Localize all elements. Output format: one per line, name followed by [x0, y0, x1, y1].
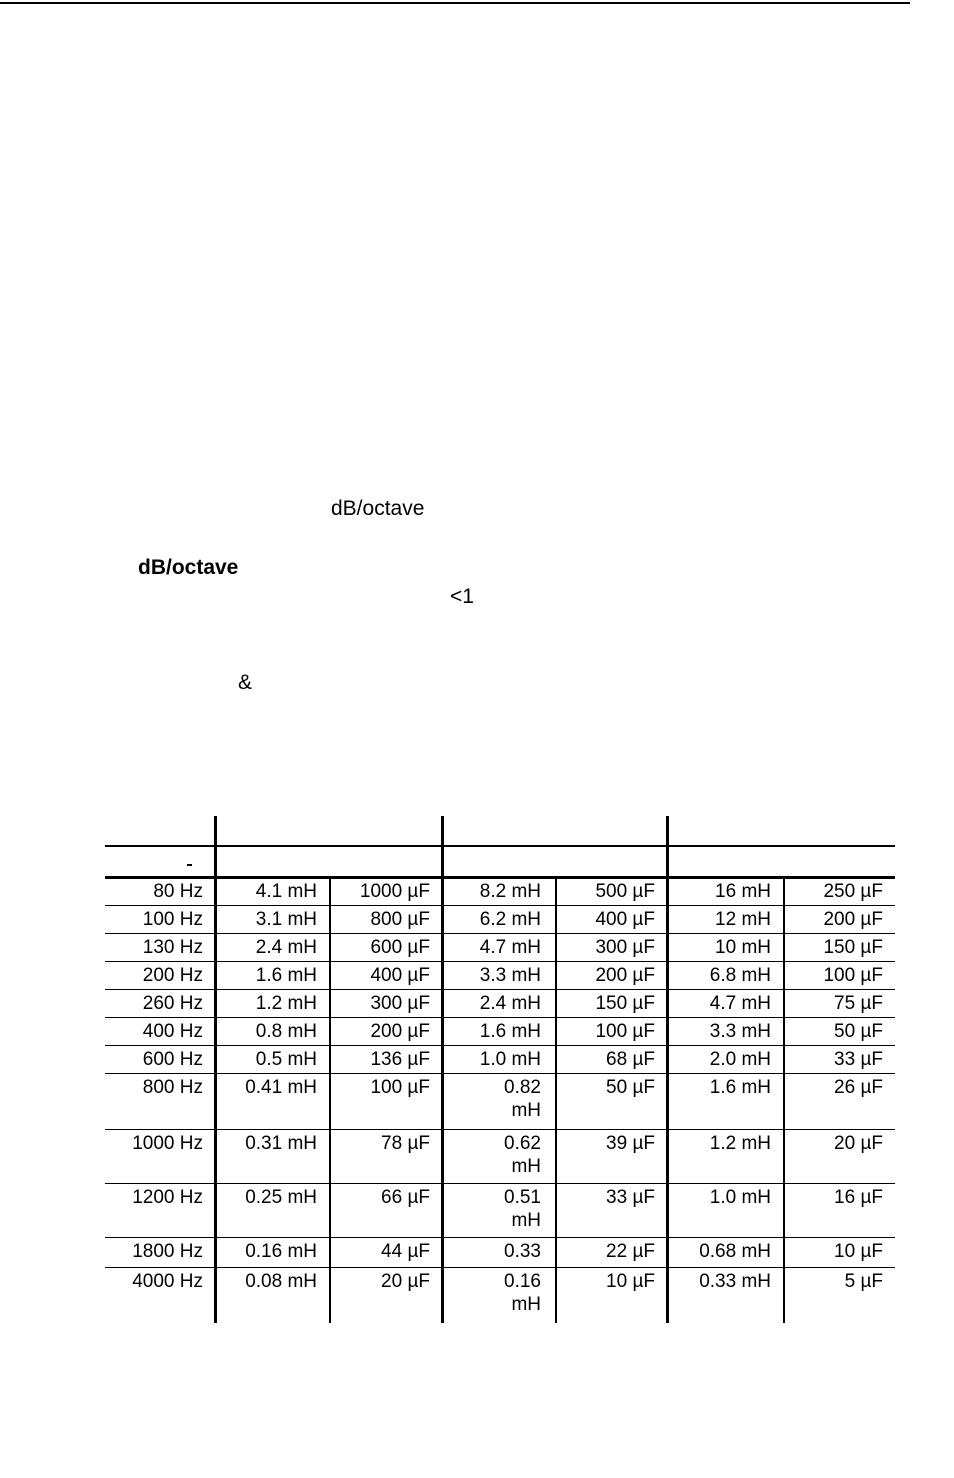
component-value-cell: 6.2 mH: [479, 909, 541, 930]
component-value-cell: 0.82 mH: [504, 1077, 541, 1121]
row-separator: [105, 1073, 895, 1074]
component-value-cell: 0.8 mH: [255, 1021, 317, 1042]
component-value-cell: 0.5 mH: [255, 1049, 317, 1070]
component-value-cell: 16 mH: [715, 881, 771, 902]
row-separator: [105, 1129, 895, 1130]
text-fragment-ampersand: &: [238, 671, 253, 694]
component-value-cell: 1.2 mH: [709, 1133, 771, 1154]
component-value-cell: 20 µF: [381, 1271, 430, 1292]
component-value-cell: 2.4 mH: [255, 937, 317, 958]
component-value-cell: 2.0 mH: [709, 1049, 771, 1070]
frequency-cell: 400 Hz: [142, 1021, 203, 1042]
crossover-component-table: [105, 816, 895, 1323]
component-value-cell: 78 µF: [381, 1133, 430, 1154]
component-value-cell: 50 µF: [606, 1077, 655, 1098]
component-value-cell: 0.31 mH: [245, 1133, 317, 1154]
component-value-cell: 100 µF: [370, 1077, 430, 1098]
component-value-cell: 39 µF: [606, 1133, 655, 1154]
row-separator: [105, 1267, 895, 1268]
header-rule-lower: [105, 876, 895, 879]
component-value-cell: 136 µF: [370, 1049, 430, 1070]
component-value-cell: 5 µF: [844, 1271, 883, 1292]
component-value-cell: 0.41 mH: [245, 1077, 317, 1098]
component-value-cell: 0.08 mH: [245, 1271, 317, 1292]
header-rule-upper: [105, 845, 895, 847]
component-value-cell: 68 µF: [606, 1049, 655, 1070]
component-value-cell: 100 µF: [823, 965, 883, 986]
component-value-cell: 0.68 mH: [699, 1241, 771, 1262]
top-rule: [0, 2, 910, 4]
component-value-cell: 150 µF: [823, 937, 883, 958]
component-value-cell: 33 µF: [606, 1187, 655, 1208]
component-value-cell: 0.16 mH: [245, 1241, 317, 1262]
component-value-cell: 1.0 mH: [479, 1049, 541, 1070]
frequency-cell: 1000 Hz: [132, 1133, 203, 1154]
frequency-cell: 80 Hz: [153, 881, 203, 902]
frequency-cell: 130 Hz: [142, 937, 203, 958]
text-fragment-less-than-one: <1: [450, 585, 474, 608]
component-value-cell: 0.33: [504, 1241, 541, 1262]
header-dash: [187, 864, 192, 866]
frequency-cell: 800 Hz: [142, 1077, 203, 1098]
component-value-cell: 600 µF: [370, 937, 430, 958]
frequency-cell: 600 Hz: [142, 1049, 203, 1070]
row-separator: [105, 1017, 895, 1018]
row-separator: [105, 933, 895, 934]
component-value-cell: 800 µF: [370, 909, 430, 930]
component-value-cell: 1.6 mH: [255, 965, 317, 986]
frequency-cell: 100 Hz: [142, 909, 203, 930]
component-value-cell: 75 µF: [834, 993, 883, 1014]
component-value-cell: 8.2 mH: [479, 881, 541, 902]
component-value-cell: 0.16 mH: [504, 1271, 541, 1315]
component-value-cell: 100 µF: [595, 1021, 655, 1042]
component-value-cell: 250 µF: [823, 881, 883, 902]
component-value-cell: 300 µF: [370, 993, 430, 1014]
component-value-cell: 50 µF: [834, 1021, 883, 1042]
component-value-cell: 4.7 mH: [479, 937, 541, 958]
component-value-cell: 0.25 mH: [245, 1187, 317, 1208]
component-value-cell: 10 µF: [606, 1271, 655, 1292]
component-value-cell: 10 mH: [715, 937, 771, 958]
component-value-cell: 20 µF: [834, 1133, 883, 1154]
component-value-cell: 0.51 mH: [504, 1187, 541, 1231]
row-separator: [105, 1045, 895, 1046]
component-value-cell: 300 µF: [595, 937, 655, 958]
row-separator: [105, 961, 895, 962]
component-value-cell: 22 µF: [606, 1241, 655, 1262]
component-value-cell: 1.6 mH: [479, 1021, 541, 1042]
component-value-cell: 500 µF: [595, 881, 655, 902]
component-value-cell: 66 µF: [381, 1187, 430, 1208]
component-value-cell: 26 µF: [834, 1077, 883, 1098]
frequency-cell: 4000 Hz: [132, 1271, 203, 1292]
component-value-cell: 400 µF: [595, 909, 655, 930]
component-value-cell: 200 µF: [370, 1021, 430, 1042]
component-value-cell: 33 µF: [834, 1049, 883, 1070]
component-value-cell: 1.6 mH: [709, 1077, 771, 1098]
text-fragment-db-octave-bold: dB/octave: [138, 556, 239, 579]
frequency-cell: 260 Hz: [142, 993, 203, 1014]
row-separator: [105, 1237, 895, 1238]
component-value-cell: 3.3 mH: [479, 965, 541, 986]
frequency-cell: 1200 Hz: [132, 1187, 203, 1208]
component-value-cell: 1.2 mH: [255, 993, 317, 1014]
component-value-cell: 200 µF: [823, 909, 883, 930]
row-separator: [105, 1183, 895, 1184]
component-value-cell: 4.7 mH: [709, 993, 771, 1014]
text-fragment-db-octave: dB/octave: [331, 497, 425, 520]
component-value-cell: 2.4 mH: [479, 993, 541, 1014]
component-value-cell: 6.8 mH: [709, 965, 771, 986]
component-value-cell: 150 µF: [595, 993, 655, 1014]
component-value-cell: 16 µF: [834, 1187, 883, 1208]
component-value-cell: 0.62 mH: [504, 1133, 541, 1177]
component-value-cell: 400 µF: [370, 965, 430, 986]
component-value-cell: 3.3 mH: [709, 1021, 771, 1042]
component-value-cell: 4.1 mH: [255, 881, 317, 902]
row-separator: [105, 989, 895, 990]
component-value-cell: 1000 µF: [359, 881, 430, 902]
row-separator: [105, 905, 895, 906]
component-value-cell: 12 mH: [715, 909, 771, 930]
component-value-cell: 3.1 mH: [255, 909, 317, 930]
frequency-cell: 200 Hz: [142, 965, 203, 986]
component-value-cell: 44 µF: [381, 1241, 430, 1262]
component-value-cell: 200 µF: [595, 965, 655, 986]
component-value-cell: 1.0 mH: [709, 1187, 771, 1208]
component-value-cell: 0.33 mH: [699, 1271, 771, 1292]
component-value-cell: 10 µF: [834, 1241, 883, 1262]
frequency-cell: 1800 Hz: [132, 1241, 203, 1262]
